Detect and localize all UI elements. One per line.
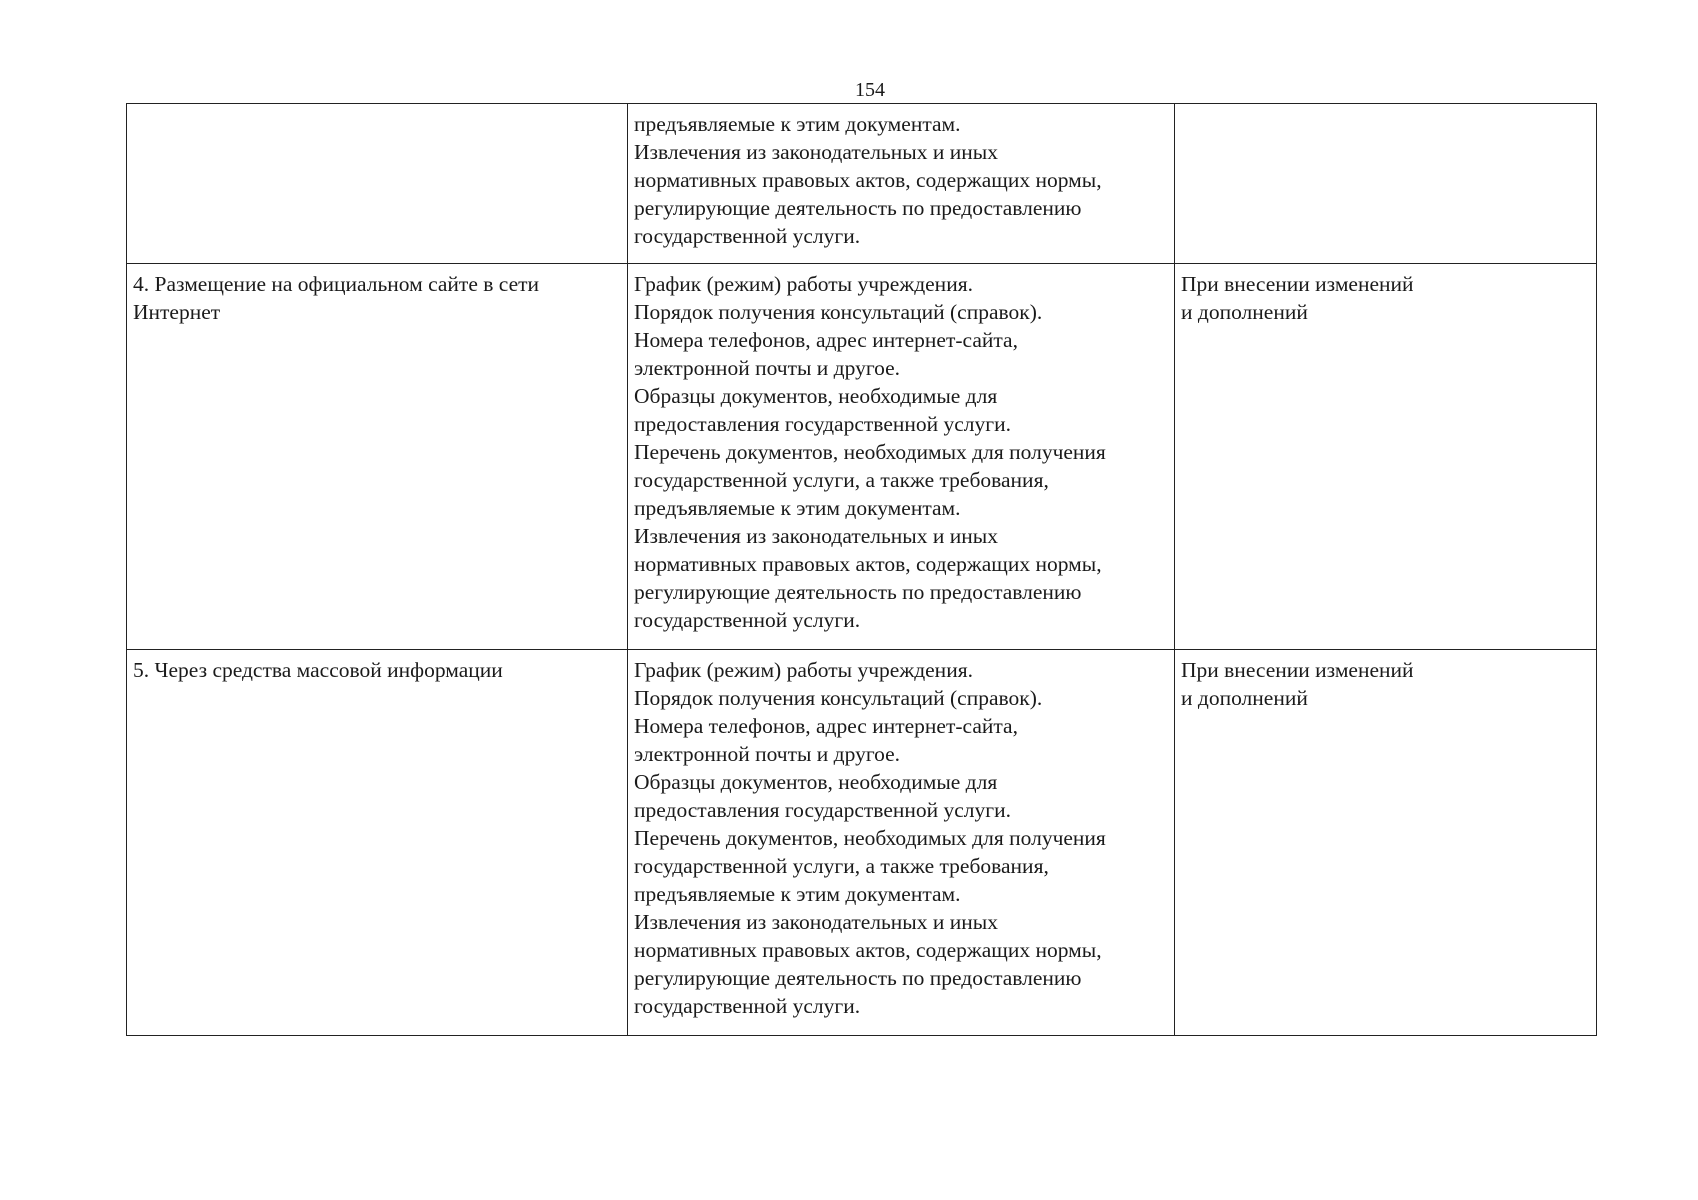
frequency-cell bbox=[1175, 104, 1597, 264]
content-line: электронной почты и другое. bbox=[634, 356, 901, 380]
content-line: Извлечения из законодательных и иных bbox=[634, 910, 998, 934]
content-line: График (режим) работы учреждения. bbox=[634, 658, 973, 682]
frequency-line: При внесении изменений bbox=[1181, 272, 1414, 296]
method-cell bbox=[127, 104, 628, 264]
content-line: Номера телефонов, адрес интернет-сайта, bbox=[634, 328, 1018, 352]
content-cell bbox=[628, 104, 1175, 264]
content-line: График (режим) работы учреждения. bbox=[634, 272, 973, 296]
table-row bbox=[127, 104, 1597, 264]
content-line: предъявляемые к этим документам. bbox=[634, 496, 961, 520]
frequency-cell bbox=[1175, 650, 1597, 1036]
frequency-line: При внесении изменений bbox=[1181, 658, 1414, 682]
content-line: государственной услуги. bbox=[634, 224, 861, 248]
method-line: 5. Через средства массовой информации bbox=[133, 658, 503, 682]
content-line: государственной услуги, а также требования, bbox=[634, 468, 1049, 492]
content-line: Номера телефонов, адрес интернет-сайта, bbox=[634, 714, 1018, 738]
content-line: Перечень документов, необходимых для получения bbox=[634, 826, 1106, 850]
content-line: регулирующие деятельность по предоставлению bbox=[634, 580, 1082, 604]
content-cell bbox=[628, 264, 1175, 650]
content-line: Образцы документов, необходимые для bbox=[634, 770, 998, 794]
table-row bbox=[127, 650, 1597, 1036]
method-cell bbox=[127, 650, 628, 1036]
content-line: электронной почты и другое. bbox=[634, 742, 901, 766]
page-number: 154 bbox=[855, 79, 885, 101]
method-line: Интернет bbox=[133, 300, 221, 324]
content-line: предъявляемые к этим документам. bbox=[634, 112, 961, 136]
content-line: нормативных правовых актов, содержащих нормы, bbox=[634, 552, 1102, 576]
content-line: государственной услуги. bbox=[634, 994, 861, 1018]
content-line: Образцы документов, необходимые для bbox=[634, 384, 998, 408]
content-line: государственной услуги. bbox=[634, 608, 861, 632]
content-line: предоставления государственной услуги. bbox=[634, 798, 1011, 822]
content-line: Перечень документов, необходимых для получения bbox=[634, 440, 1106, 464]
content-line: регулирующие деятельность по предоставлению bbox=[634, 966, 1082, 990]
content-line: Извлечения из законодательных и иных bbox=[634, 524, 998, 548]
content-line: предоставления государственной услуги. bbox=[634, 412, 1011, 436]
frequency-line: и дополнений bbox=[1181, 300, 1308, 324]
table-row bbox=[127, 264, 1597, 650]
content-line: предъявляемые к этим документам. bbox=[634, 882, 961, 906]
content-line: регулирующие деятельность по предоставлению bbox=[634, 196, 1082, 220]
frequency-cell bbox=[1175, 264, 1597, 650]
content-line: Порядок получения консультаций (справок). bbox=[634, 300, 1043, 324]
content-line: нормативных правовых актов, содержащих нормы, bbox=[634, 938, 1102, 962]
content-line: Извлечения из законодательных и иных bbox=[634, 140, 998, 164]
content-line: Порядок получения консультаций (справок). bbox=[634, 686, 1043, 710]
content-line: государственной услуги, а также требования, bbox=[634, 854, 1049, 878]
method-line: 4. Размещение на официальном сайте в сети bbox=[133, 272, 540, 296]
content-cell bbox=[628, 650, 1175, 1036]
content-line: нормативных правовых актов, содержащих нормы, bbox=[634, 168, 1102, 192]
frequency-line: и дополнений bbox=[1181, 686, 1308, 710]
method-cell bbox=[127, 264, 628, 650]
information-table bbox=[126, 103, 1597, 1036]
